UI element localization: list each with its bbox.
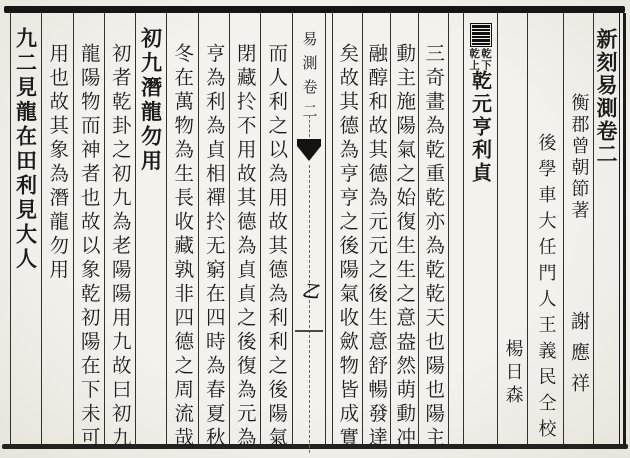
column-text: 融醇和故其德為元元之後生意舒暢發達 — [365, 43, 389, 451]
column-text: 動主施陽氣之始復生生之意盎然萌動冲 — [393, 43, 417, 451]
column-text: 矣故其德為亨亨之後陽氣收歛物皆成實 — [336, 43, 360, 451]
commentary-column — [41, 13, 73, 445]
right-outer-rule — [623, 13, 626, 446]
fold-dashed-line — [309, 115, 310, 137]
hexagram-column — [463, 13, 497, 445]
hexagram-qian-icon — [470, 23, 492, 47]
commentary-column — [390, 13, 418, 451]
title-column — [593, 13, 619, 445]
column-text: 冬在萬物為生長收藏孰非四德之周流哉 — [171, 43, 195, 451]
commentary-column — [198, 13, 229, 451]
column-text: 龍陽物而神者也故以象乾初陽在下未可 — [77, 43, 101, 451]
page-title: 新刻易測卷二 — [594, 28, 619, 166]
top-border — [4, 6, 625, 13]
center-fold-column — [292, 13, 326, 445]
commentary-column — [166, 13, 198, 451]
fold-dashed-line — [309, 165, 310, 453]
trigram-upper-label: 乾上 — [468, 48, 481, 71]
fish-tail-icon — [297, 139, 321, 161]
column-text: 用也故其象為潛龍勿用 — [46, 43, 70, 283]
trigram-lower-label: 乾下 — [480, 48, 493, 71]
right-inner-rule — [619, 13, 620, 446]
scripture-column — [135, 13, 166, 445]
blank-column — [448, 13, 463, 445]
disciple-line: 後學車大任門人王義民仝校 — [535, 133, 557, 445]
fold-header: 易測卷二 — [300, 31, 319, 127]
scripture-text: 乾元亨利貞 — [468, 70, 493, 185]
commentary-column — [104, 13, 135, 451]
collator-name-secondary: 楊日森 — [502, 339, 524, 408]
commentary-column — [332, 13, 362, 451]
scripture-text: 九二見龍在田利見大人 — [13, 27, 39, 272]
commentary-column — [229, 13, 260, 451]
column-text: 閉藏扵不用故其德為貞貞之後復為元為 — [233, 43, 257, 451]
column-text: 亨為利為貞相禪扵无窮在四時為春夏秋 — [202, 43, 226, 451]
leaf-number-mark: 乙 — [300, 281, 320, 303]
author-column — [563, 13, 593, 445]
commentary-column — [260, 13, 292, 451]
collator-column — [497, 13, 527, 445]
collator-name-primary: 謝應祥 — [568, 311, 590, 404]
column-text: 三奇畫為乾重乾亦為乾乾天也陽也陽主 — [422, 43, 446, 451]
fold-rule-line — [295, 330, 323, 332]
scripture-column — [10, 13, 41, 445]
commentary-column — [418, 13, 448, 451]
disciples-column — [527, 13, 563, 445]
column-text: 初者乾卦之初九為老陽陽用九故曰初九 — [108, 43, 132, 451]
commentary-column — [73, 13, 104, 451]
commentary-column — [362, 13, 390, 451]
author-name: 衡郡曾朝節著 — [568, 93, 590, 222]
column-text: 而人利之以為用故其德為利利之後陽氣 — [265, 43, 289, 451]
scripture-text: 初九潛龍勿用 — [138, 27, 164, 174]
